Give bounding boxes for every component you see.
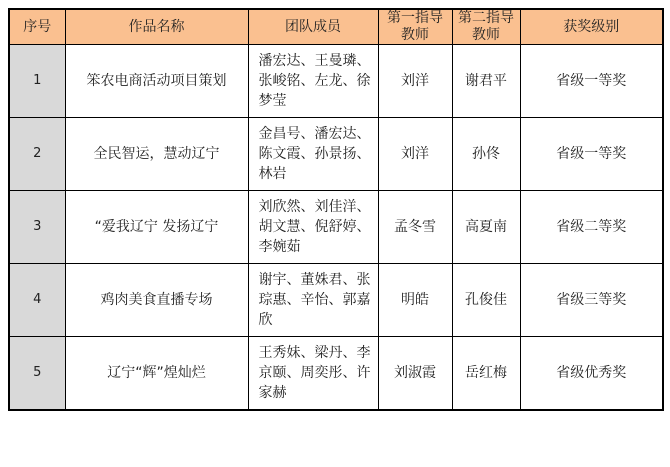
first-advisor: 刘洋 <box>378 45 452 118</box>
second-advisor: 谢君平 <box>452 45 520 118</box>
row-number: 2 <box>9 118 65 191</box>
award-level: 省级二等奖 <box>520 191 663 264</box>
header-no: 序号 <box>9 9 65 45</box>
row-number: 4 <box>9 264 65 337</box>
second-advisor: 孙佟 <box>452 118 520 191</box>
first-advisor: 刘淑霞 <box>378 337 452 411</box>
work-title: 笨农电商活动项目策划 <box>65 45 248 118</box>
team-members: 金昌号、潘宏达、陈文霞、孙景扬、林岩 <box>248 118 378 191</box>
header-work-title: 作品名称 <box>65 9 248 45</box>
work-title: 全民智运，慧动辽宁 <box>65 118 248 191</box>
second-advisor: 高夏南 <box>452 191 520 264</box>
row-number: 5 <box>9 337 65 411</box>
header-second-advisor: 第二指导教师 <box>452 9 520 45</box>
award-level: 省级优秀奖 <box>520 337 663 411</box>
work-title: “爱我辽宁 发扬辽宁 <box>65 191 248 264</box>
table-row <box>9 45 663 118</box>
team-members: 潘宏达、王曼璘、张峻铭、左龙、徐梦莹 <box>248 45 378 118</box>
header-award-level: 获奖级别 <box>520 9 663 45</box>
table-row <box>9 191 663 264</box>
work-title: 辽宁“辉”煌灿烂 <box>65 337 248 411</box>
table-row <box>9 264 663 337</box>
header-row <box>9 9 663 45</box>
first-advisor: 刘洋 <box>378 118 452 191</box>
award-level: 省级一等奖 <box>520 45 663 118</box>
table-row <box>9 118 663 191</box>
row-number: 3 <box>9 191 65 264</box>
awards-table <box>8 8 664 411</box>
second-advisor: 岳红梅 <box>452 337 520 411</box>
first-advisor: 孟冬雪 <box>378 191 452 264</box>
header-first-advisor: 第一指导教师 <box>378 9 452 45</box>
team-members: 刘欣然、刘佳洋、胡文慧、倪舒婷、李婉茹 <box>248 191 378 264</box>
first-advisor: 明皓 <box>378 264 452 337</box>
work-title: 鸡肉美食直播专场 <box>65 264 248 337</box>
table-row <box>9 337 663 411</box>
team-members: 王秀妹、梁丹、李京颐、周奕彤、许家赫 <box>248 337 378 411</box>
row-number: 1 <box>9 45 65 118</box>
award-level: 省级三等奖 <box>520 264 663 337</box>
team-members: 谢宇、董姝君、张琮惠、辛怡、郭嘉欣 <box>248 264 378 337</box>
award-level: 省级一等奖 <box>520 118 663 191</box>
header-team-members: 团队成员 <box>248 9 378 45</box>
second-advisor: 孔俊佳 <box>452 264 520 337</box>
